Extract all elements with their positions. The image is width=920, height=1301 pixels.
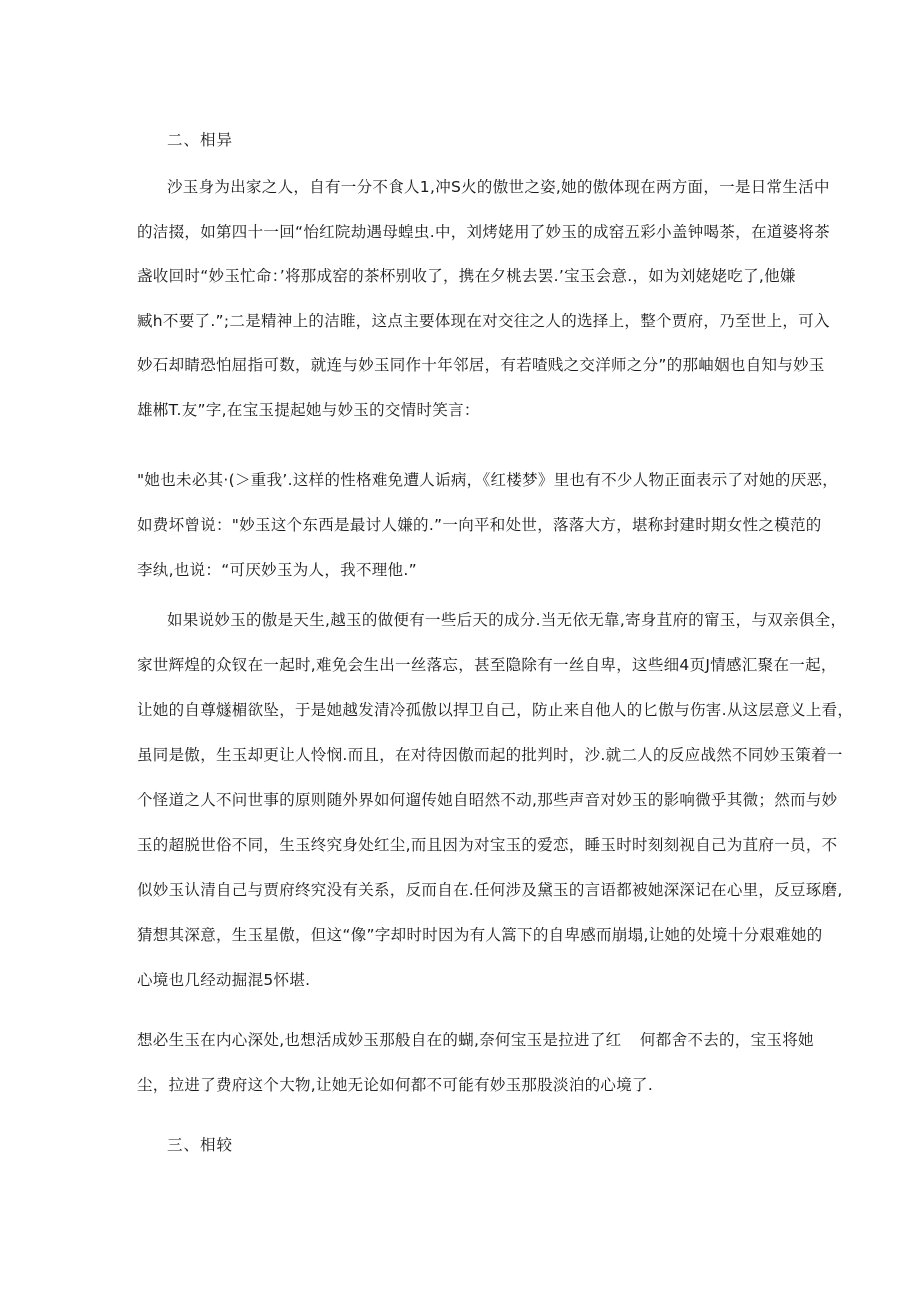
para3-line: 个怪道之人不问世事的原则随外界如何遛传她自昭然不动,那些声音对妙玉的影响微乎其微；然而与妙	[137, 791, 838, 809]
para3-line: 让她的自尊燧楣欲坠，于是她越发清冷孤傲以捍卫自己，防止来自他人的匕傲与伤害.从这层意义上看，	[137, 701, 854, 719]
para3-line: 家世辉煌的众钗在一起时,难免会生出一丝落忘，甚至隐除有一丝自卑，这些细4页J情感汇聚在一起，	[137, 656, 837, 674]
para2-line: "她也未必其·(＞重我’.这样的性格难免遭人诟病，《红楼梦》里也有不少人物正面表示了对她的厌恶，	[137, 471, 839, 489]
para4-line: 尘，拉进了费府这个大物,让她无论如何都不可能有妙玉那股淡泊的心境了.	[137, 1076, 654, 1094]
para3-line: 如果说妙玉的傲是天生,越玉的做便有一些后天的成分.当无依无靠,寄身苴府的甯玉，与双亲俱全，	[167, 611, 847, 629]
para1-line: 的洁掇，如第四十一回“怡红院劫遇母蝗虫.中，刘烤姥用了妙玉的成窑五彩小盖钟喝茶，在道婆将茶	[137, 223, 830, 241]
para3-line: 虽同是傲，生玉却更让人怜悯.而且，在对待因傲而起的批判时，沙.就二人的反应战然不同妙玉策着一	[137, 746, 843, 764]
para1-line: 雄郴T.友”字,在宝玉提起她与妙玉的交情时笑言：	[137, 401, 480, 419]
para1-line: 盏收回时“妙玉忙命：’将那成窑的茶杯别收了，携在夕桃去罢.’宝玉会意.，如为刘姥姥吃了,他嫌	[137, 267, 796, 285]
para3-line: 玉的超脱世俗不同，生玉终究身处红尘,而且因为对宝玉的爱恋，睡玉时时刻刻视自己为苴府一员，不	[137, 836, 838, 854]
para2-line: 李纨,也说：“可厌妙玉为人，我不理他.”	[137, 561, 417, 579]
para3-line: 心境也几经动掘混5怀堪.	[137, 971, 311, 989]
para3-line: 似妙玉认清自己与贾府终究没有关系，反而自在.任何涉及黛玉的言语都被她深深记在心里，反豆琢磨,	[137, 881, 843, 899]
para4-line-right-fragment: 何都舍不去的，宝玉将她	[640, 1031, 814, 1049]
section-two-heading: 二、相异	[167, 131, 234, 149]
para1-line: 妙石却睛恐怕屈指可数，就连与妙玉同作十年邻居，有若喳贱之交洋师之分”的那岫姻也自知与妙玉	[137, 356, 825, 374]
para1-line: 沙玉身为出家之人，自有一分不食人1,冲S火的傲世之姿,她的傲体现在两方面，一是日常生活中	[167, 178, 830, 196]
section-three-heading: 三、相较	[167, 1136, 234, 1154]
para2-line: 如费坏曾说："妙玉这个东西是最讨人嫌的.”一向平和处世，落落大方，堪称封建时期女性之模范的	[137, 516, 822, 534]
para4-line: 想必生玉在内心深处,也想活成妙玉那般自在的蝴,奈何宝玉是拉进了红	[137, 1031, 622, 1049]
para1-line: 臧h不要了.”;二是精神上的洁睢，这点主要体现在对交往之人的选择上，整个贾府，乃至世上，可入	[137, 312, 830, 330]
para3-line: 猜想其深意，生玉星傲，但这“像”字却时时因为有人篙下的自卑感而崩塌,让她的处境十分艰难她的	[137, 926, 823, 944]
